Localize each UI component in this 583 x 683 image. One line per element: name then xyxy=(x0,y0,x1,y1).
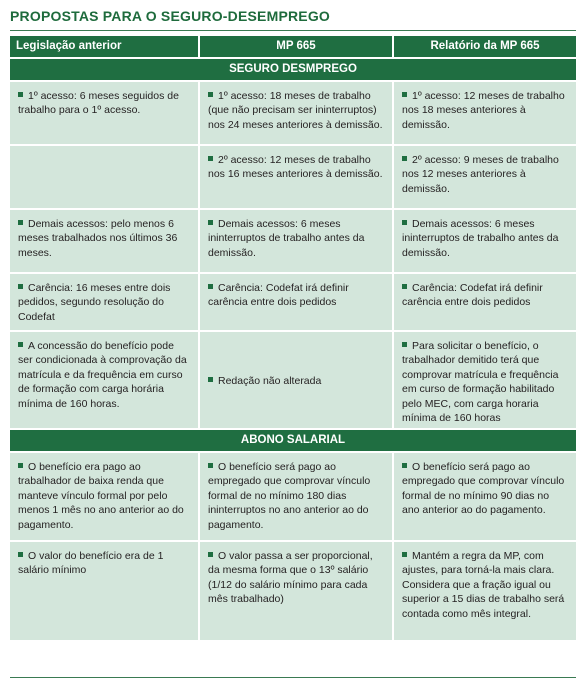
table-cell: 1º acesso: 12 meses de trabalho nos 18 meses anteriores à demissão. xyxy=(394,82,576,144)
table-cell: 2º acesso: 9 meses de trabalho nos 12 meses anteriores à demissão. xyxy=(394,146,576,208)
bullet-icon xyxy=(208,463,213,468)
header-legislacao-anterior: Legislação anterior xyxy=(10,36,198,57)
header-relatorio-mp-665: Relatório da MP 665 xyxy=(394,36,576,57)
table-row xyxy=(10,210,576,272)
bullet-icon xyxy=(402,463,407,468)
table-cell: 2º acesso: 12 meses de trabalho nos 16 meses anteriores à demissão. xyxy=(200,146,392,208)
bullet-icon xyxy=(402,156,407,161)
table-cell: Carência: 16 meses entre dois pedidos, segundo resolução do Codefat xyxy=(10,274,198,330)
table-cell: O benefício será pago ao empregado que comprovar vínculo formal de no mínimo 180 dias ininterruptos no ano anterior ao do pagamento. xyxy=(200,453,392,540)
bullet-icon xyxy=(18,342,23,347)
table-row xyxy=(10,274,576,330)
bullet-icon xyxy=(18,463,23,468)
table-cell: Para solicitar o benefício, o trabalhador demitido terá que comprovar matrícula e frequência em curso de formação habilitado pelo MEC, com carga horaria mínima de 160 horas xyxy=(394,332,576,428)
bullet-icon xyxy=(402,342,407,347)
table-header-row xyxy=(10,36,576,57)
table-cell: Carência: Codefat irá definir carência entre dois pedidos xyxy=(394,274,576,330)
bullet-icon xyxy=(18,284,23,289)
table-cell: Demais acessos: 6 meses ininterruptos de trabalho antes da demissão. xyxy=(394,210,576,272)
table-cell: Demais acessos: pelo menos 6 meses trabalhados nos últimos 36 meses. xyxy=(10,210,198,272)
title-divider xyxy=(10,30,576,31)
bullet-icon xyxy=(402,284,407,289)
table-cell: O benefício será pago ao empregado que comprovar vínculo formal de no mínimo 90 dias no ano anterior ao do pagamento. xyxy=(394,453,576,540)
table-cell: O valor passa a ser proporcional, da mesma forma que o 13º salário (1/12 do salário mínimo para cada mês trabalhado) xyxy=(200,542,392,640)
table-cell: Carência: Codefat irá definir carência entre dois pedidos xyxy=(200,274,392,330)
section-abono-salarial: ABONO SALARIAL xyxy=(10,430,576,451)
table-row xyxy=(10,453,576,540)
page-title: PROPOSTAS PARA O SEGURO-DESEMPREGO xyxy=(10,8,331,24)
table-cell: 1º acesso: 6 meses seguidos de trabalho para o 1º acesso. xyxy=(10,82,198,144)
table-cell: A concessão do benefício pode ser condicionada à comprovação da matrícula e da frequência em curso de formação com carga horária mínima de 160 horas. xyxy=(10,332,198,428)
table-row xyxy=(10,332,576,428)
bullet-icon xyxy=(402,92,407,97)
table-cell: Demais acessos: 6 meses ininterruptos de trabalho antes da demissão. xyxy=(200,210,392,272)
bullet-icon xyxy=(208,284,213,289)
table-cell: Mantém a regra da MP, com ajustes, para torná-la mais clara. Considera que a fração igual ou superior a 15 dias de trabalho será contada como mês integral. xyxy=(394,542,576,640)
bullet-icon xyxy=(208,92,213,97)
header-mp-665: MP 665 xyxy=(200,36,392,57)
bullet-icon xyxy=(208,220,213,225)
bullet-icon xyxy=(208,377,213,382)
bullet-icon xyxy=(208,552,213,557)
comparison-table xyxy=(10,36,576,640)
table-cell: O valor do benefício era de 1 salário mínimo xyxy=(10,542,198,640)
bullet-icon xyxy=(402,220,407,225)
table-row xyxy=(10,542,576,640)
bullet-icon xyxy=(18,92,23,97)
table-cell: O benefício era pago ao trabalhador de baixa renda que manteve vínculo formal por pelo menos 1 mês no ano anterior ao do pagamento. xyxy=(10,453,198,540)
bullet-icon xyxy=(18,552,23,557)
bullet-icon xyxy=(18,220,23,225)
table-row xyxy=(10,82,576,144)
table-cell: 1º acesso: 18 meses de trabalho (que não precisam ser ininterruptos) nos 24 meses anteriores à demissão. xyxy=(200,82,392,144)
table-row xyxy=(10,146,576,208)
bullet-icon xyxy=(208,156,213,161)
bottom-divider xyxy=(10,677,576,678)
table-cell-empty xyxy=(10,146,198,208)
section-seguro-desemprego: SEGURO DESMPREGO xyxy=(10,59,576,80)
bullet-icon xyxy=(402,552,407,557)
table-cell: Redação não alterada xyxy=(200,332,392,428)
